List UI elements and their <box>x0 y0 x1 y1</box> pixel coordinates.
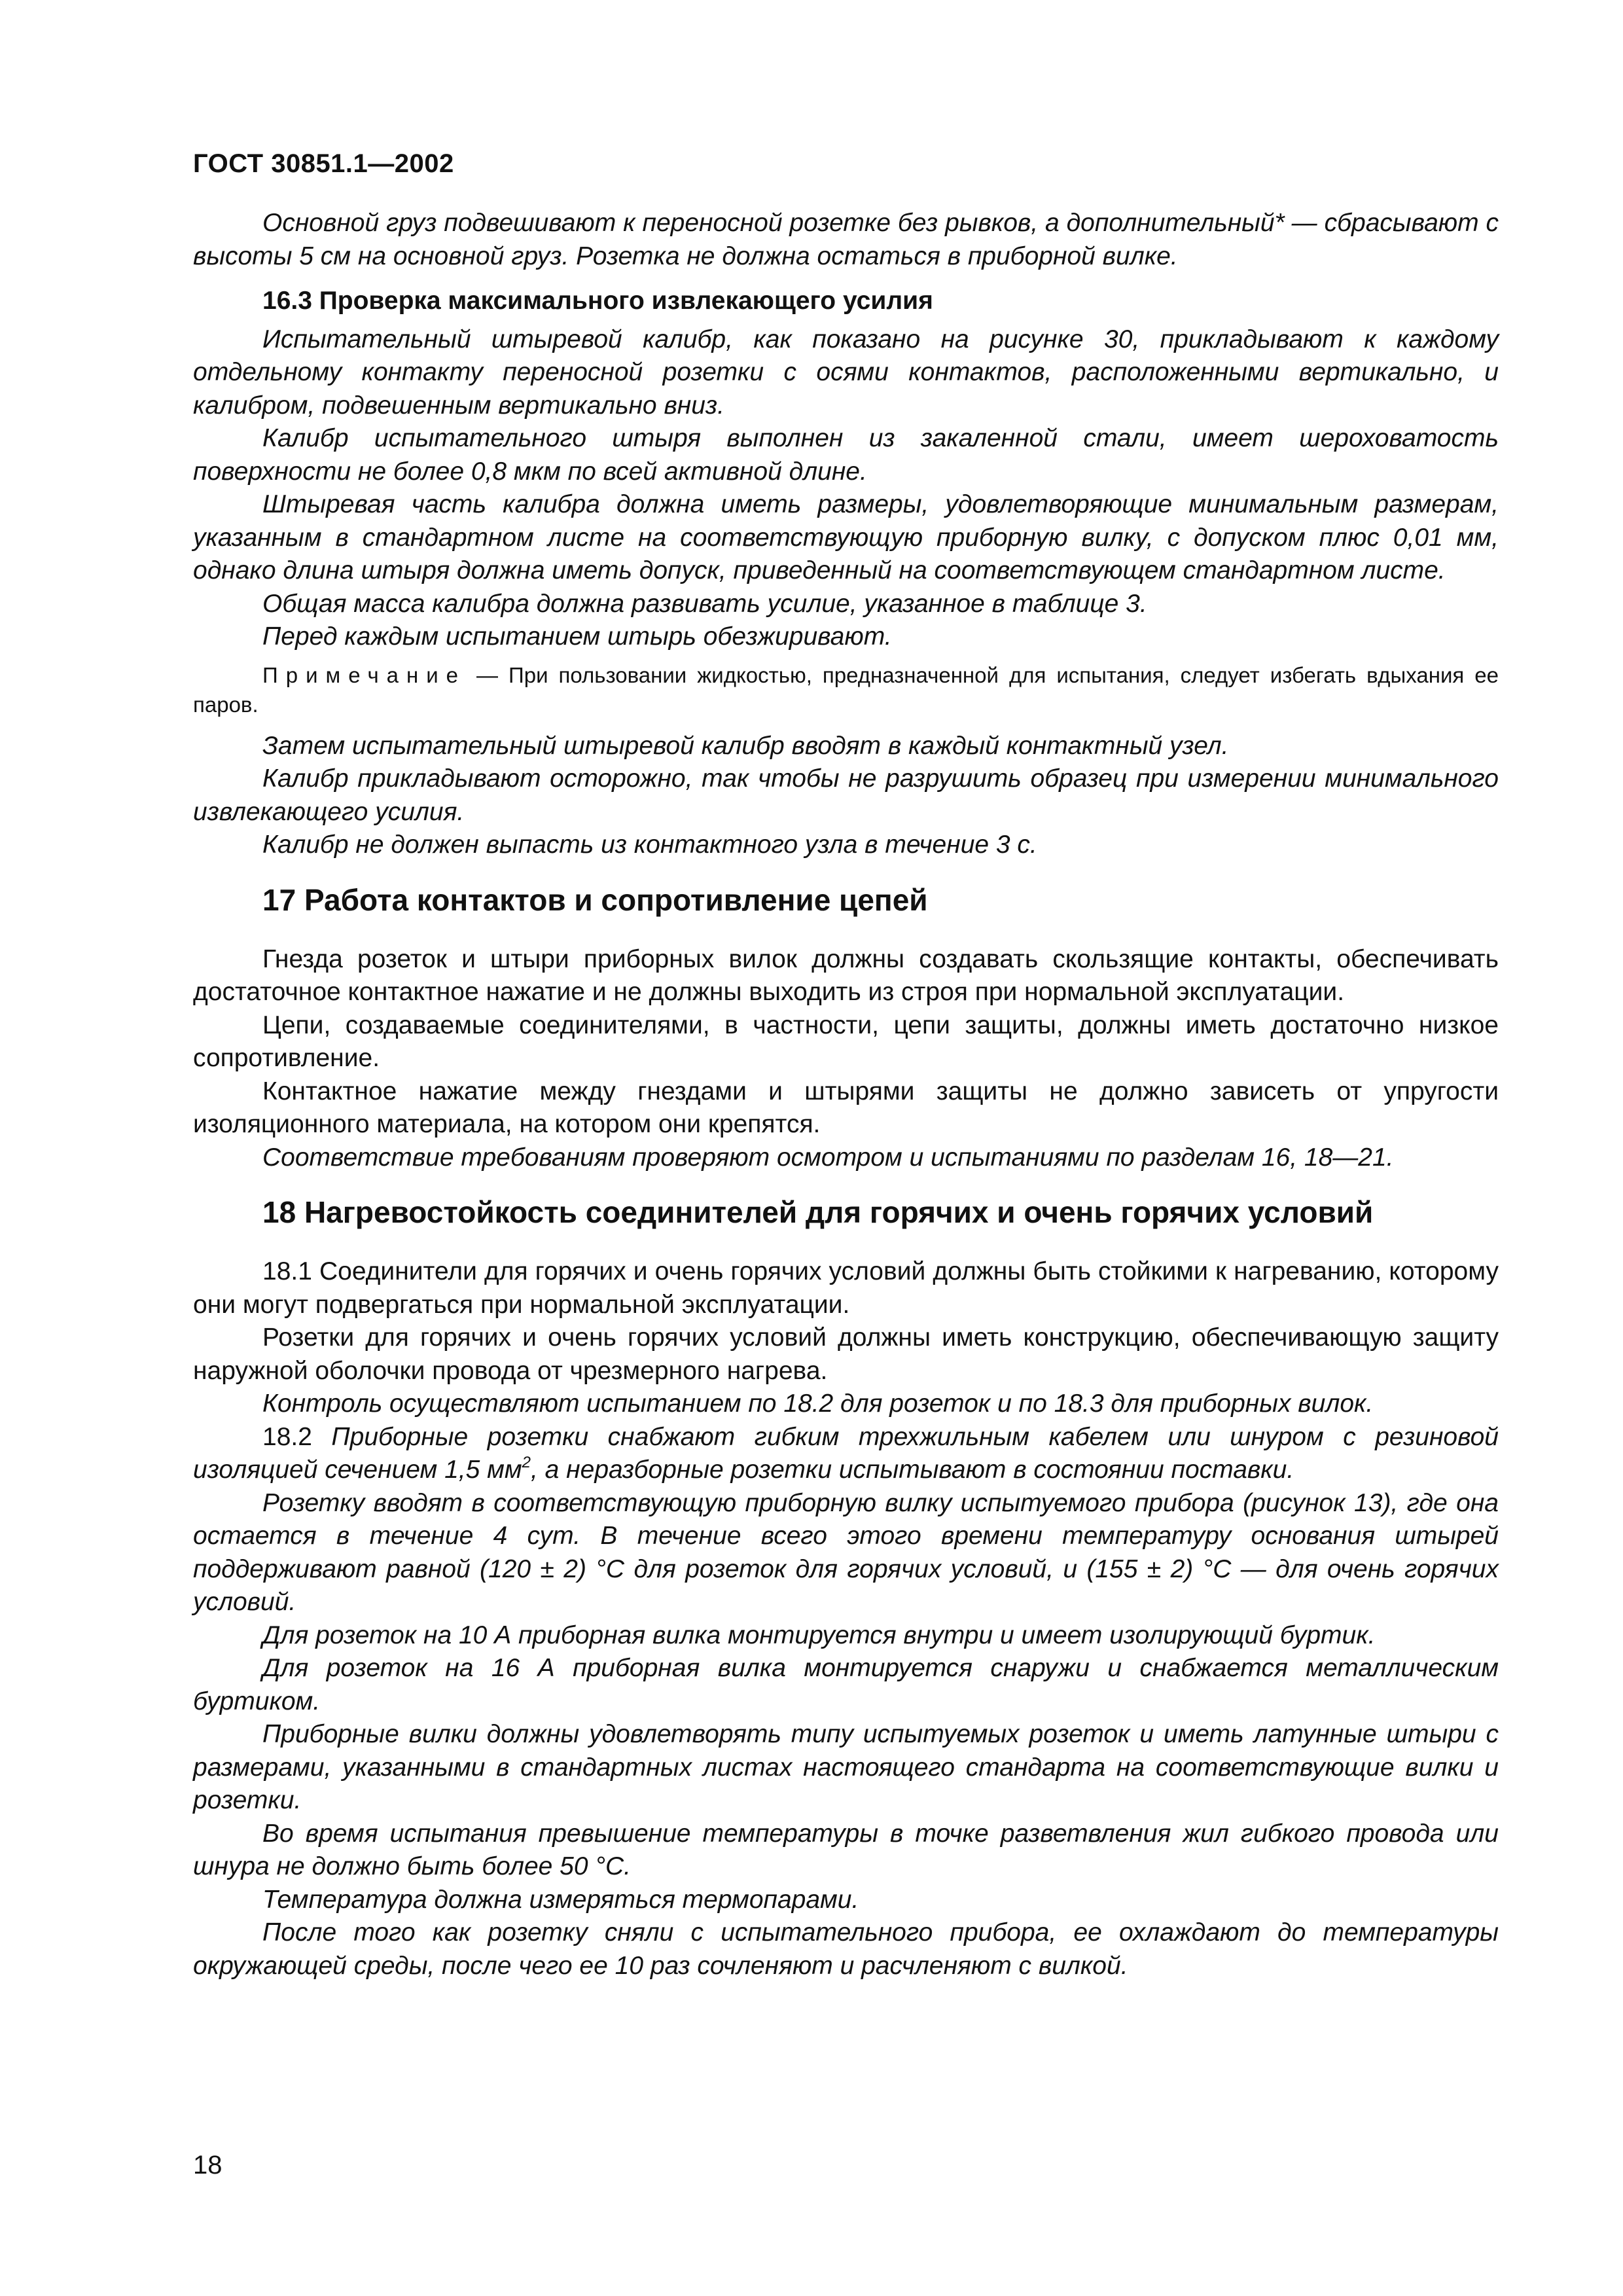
paragraph: Калибр не должен выпасть из контактного узла в течение 3 с. <box>262 831 1037 859</box>
paragraph: После того как розетку сняли с испытательного прибора, ее охлаждают до температуры окружающей среды, после чего ее 10 раз сочленяют и расчленяют с вилкой. <box>193 1918 1499 1980</box>
paragraph: Испытательный штыревой калибр, как показано на рисунке 30, прикладывают к каждому отдельному контакту переносной розетки с осями контактов, расположенными вертикально, и калибром, подвешенным вертикально вниз. <box>193 325 1499 420</box>
paragraph-text: , а неразборные розетки испытывают в состоянии поставки. <box>530 1456 1294 1484</box>
paragraph: Для розеток на 10 А приборная вилка монтируется внутри и имеет изолирующий буртик. <box>262 1621 1376 1649</box>
superscript: 2 <box>522 1454 531 1471</box>
note-label: Примечание <box>262 662 467 687</box>
paragraph: Соответствие требованиям проверяют осмотром и испытаниями по разделам 16, 18—21. <box>262 1143 1394 1172</box>
document-body <box>193 207 1499 1982</box>
paragraph: Во время испытания превышение температуры в точке разветвления жил гибкого провода или шнура не должно быть более 50 °С. <box>193 1819 1499 1880</box>
paragraph: Температура должна измеряться термопарами. <box>262 1885 859 1914</box>
section-heading-18: 18 Нагревостойкость соединителей для горячих и очень горячих условий <box>262 1195 1374 1229</box>
paragraph: Гнезда розеток и штыри приборных вилок должны создавать скользящие контакты, обеспечивать достаточное контактное нажатие и не должны выходить из строя при нормальной эксплуатации. <box>193 944 1499 1006</box>
paragraph: Калибр прикладывают осторожно, так чтобы не разрушить образец при измерении минимального извлекающего усилия. <box>193 764 1499 826</box>
paragraph: Затем испытательный штыревой калибр вводят в каждый контактный узел. <box>262 731 1229 760</box>
note <box>193 660 1499 719</box>
paragraph: Калибр испытательного штыря выполнен из закаленной стали, имеет шероховатость поверхности не более 0,8 мкм по всей активной длине. <box>193 424 1499 486</box>
paragraph: Контроль осуществляют испытанием по 18.2 для розеток и по 18.3 для приборных вилок. <box>262 1390 1374 1418</box>
paragraph-18-2 <box>193 1421 1499 1487</box>
clause-number: 18.2 <box>262 1422 332 1451</box>
paragraph: Перед каждым испытанием штырь обезжиривают. <box>262 622 892 651</box>
paragraph: Цепи, создаваемые соединителями, в частности, цепи защиты, должны иметь достаточно низкое сопротивление. <box>193 1011 1499 1072</box>
paragraph: Основной груз подвешивают к переносной розетке без рывков, а дополнительный* — сбрасывают с высоты 5 см на основной груз. Розетка не должна остаться в приборной вилке. <box>193 209 1499 270</box>
paragraph-text: Приборные розетки снабжают гибким трехжильным кабелем или шнуром с резиновой изоляцией сечением 1,5 мм <box>193 1422 1499 1484</box>
page-number: 18 <box>193 2151 223 2179</box>
paragraph: Розетку вводят в соответствующую приборную вилку испытуемого прибора (рисунок 13), где она остается в течение 4 сут. В течение всего этого времени температуру основания штырей поддерживают равной (120 ± 2) °С для розеток для горячих условий, и (155 ± 2) °С — для очень горячих условий. <box>193 1488 1499 1616</box>
paragraph: Розетки для горячих и очень горячих условий должны иметь конструкцию, обеспечивающую защиту наружной оболочки провода от чрезмерного нагрева. <box>193 1323 1499 1385</box>
paragraph: Общая масса калибра должна развивать усилие, указанное в таблице 3. <box>262 589 1147 618</box>
paragraph: Штыревая часть калибра должна иметь размеры, удовлетворяющие минимальным размерам, указанным в стандартном листе на соответствующую приборную вилку, с допуском плюс 0,01 мм, однако длина штыря должна иметь допуск, приведенный на соответствующем стандартном листе. <box>193 490 1499 584</box>
paragraph: 18.1 Соединители для горячих и очень горячих условий должны быть стойкими к нагреванию, которому они могут подвергаться при нормальной эксплуатации. <box>193 1257 1499 1319</box>
note-text: — При пользовании жидкостью, предназначенной для испытания, следует избегать вдыхания ее паров. <box>193 662 1499 717</box>
paragraph: Приборные вилки должны удовлетворять типу испытуемых розеток и иметь латунные штыри с размерами, указанными в стандартных листах настоящего стандарта на соответствующие вилки и розетки. <box>193 1720 1499 1814</box>
section-heading-16-3: 16.3 Проверка максимального извлекающего усилия <box>262 287 933 315</box>
section-heading-17: 17 Работа контактов и сопротивление цепей <box>262 882 928 917</box>
paragraph: Для розеток на 16 А приборная вилка монтируется снаружи и снабжается металлическим буртиком. <box>193 1654 1499 1715</box>
document-header: ГОСТ 30851.1—2002 <box>193 149 454 178</box>
paragraph: Контактное нажатие между гнездами и штырями защиты не должно зависеть от упругости изоляционного материала, на котором они крепятся. <box>193 1077 1499 1138</box>
